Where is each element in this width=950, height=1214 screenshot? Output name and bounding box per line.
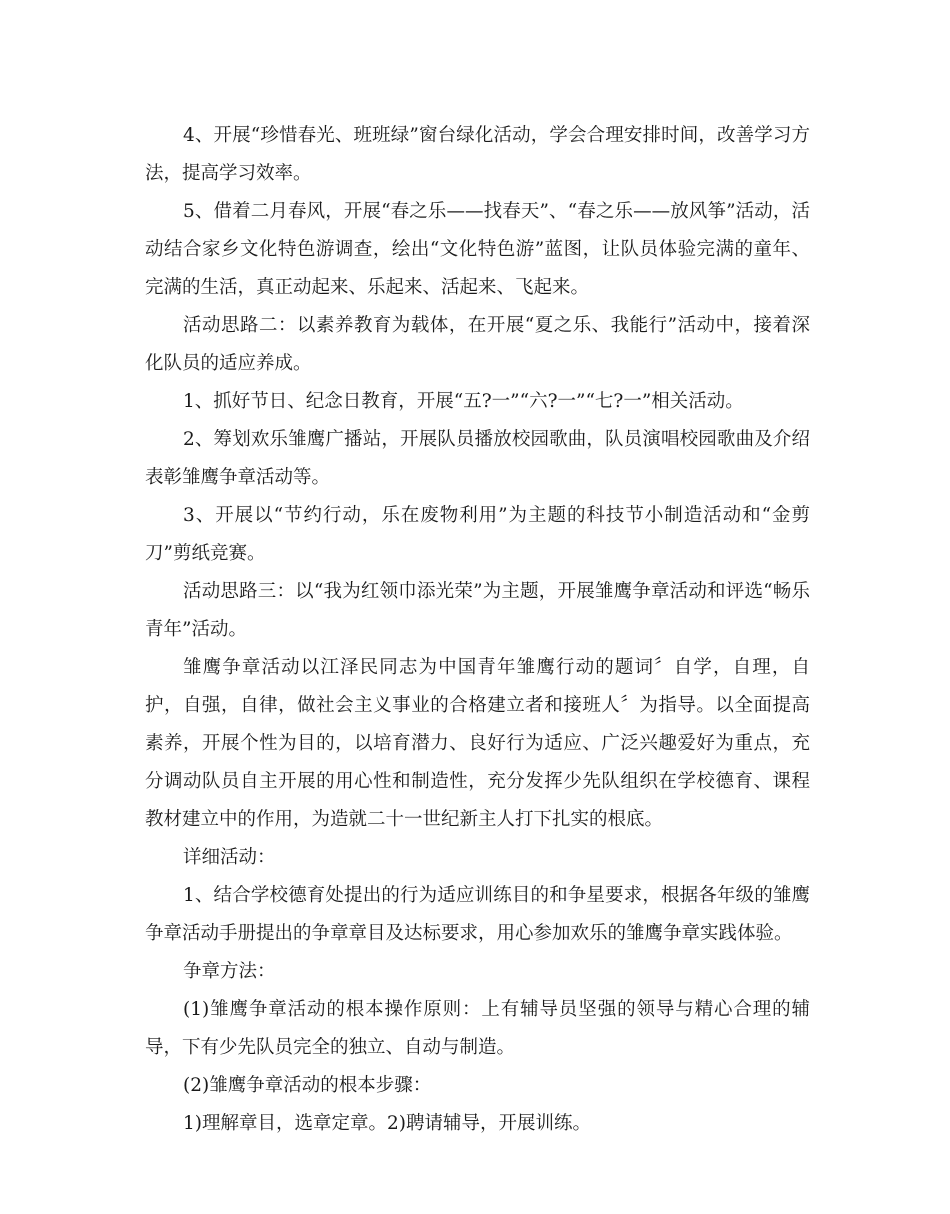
paragraph-7: 活动思路三：以“我为红领巾添光荣”为主题，开展雏鹰争章活动和评选“畅乐青年”活动。 xyxy=(145,581,810,640)
paragraph-6: 3、开展以“节约行动，乐在废物利用”为主题的科技节小制造活动和“金剪刀”剪纸竞赛。 xyxy=(145,505,810,564)
paragraph-10: 1、结合学校德育处提出的行为适应训练目的和争星要求，根据各年级的雏鹰争章活动手册提出的争章章目及达标要求，用心参加欢乐的雏鹰争章实践体验。 xyxy=(145,885,810,944)
paragraph-13: (2)雏鹰争章活动的根本步骤： xyxy=(183,1075,432,1096)
paragraph-5: 2、筹划欢乐雏鹰广播站，开展队员播放校园歌曲，队员演唱校园歌曲及介绍表彰雏鹰争章活动等。 xyxy=(145,429,810,488)
paragraph-12: (1)雏鹰争章活动的根本操作原则：上有辅导员坚强的领导与精心合理的辅导，下有少先队员完全的独立、自动与制造。 xyxy=(145,999,810,1058)
paragraph-4: 1、抓好节日、纪念日教育，开展“五?一”“六?一”“七?一”相关活动。 xyxy=(183,391,744,412)
paragraph-3: 活动思路二：以素养教育为载体，在开展“夏之乐、我能行”活动中，接着深化队员的适应养成。 xyxy=(145,315,810,374)
document-page xyxy=(145,117,810,1143)
paragraph-1: 4、开展“珍惜春光、班班绿”窗台绿化活动，学会合理安排时间，改善学习方法，提高学习效率。 xyxy=(145,125,810,184)
paragraph-11: 争章方法： xyxy=(183,961,276,982)
paragraph-9: 详细活动： xyxy=(183,847,276,868)
paragraph-8: 雏鹰争章活动以江泽民同志为中国青年雏鹰行动的题词〞自学，自理，自护，自强，自律，做社会主义事业的合格建立者和接班人〞为指导。以全面提高素养，开展个性为目的，以培育潜力、良好行为适应、广泛兴趣爱好为重点，充分调动队员自主开展的用心性和制造性，充分发挥少先队组织在学校德育、课程教材建立中的作用，为造就二十一世纪新主人打下扎实的根底。 xyxy=(145,657,810,830)
paragraph-14: 1)理解章目，选章定章。2)聘请辅导，开展训练。 xyxy=(183,1113,591,1134)
paragraph-2: 5、借着二月春风，开展“春之乐——找春天”、“春之乐——放风筝”活动，活动结合家乡文化特色游调查，绘出“文化特色游”蓝图，让队员体验完满的童年、完满的生活，真正动起来、乐起来、活起来、飞起来。 xyxy=(145,201,810,298)
